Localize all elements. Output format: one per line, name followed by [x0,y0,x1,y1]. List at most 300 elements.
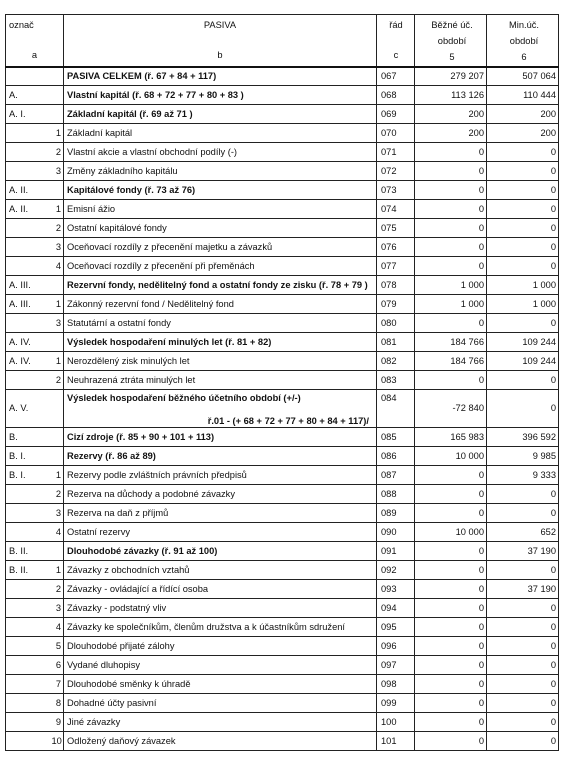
row-number: 2 [52,371,64,390]
row-designation [6,580,52,599]
row-label-cell [64,580,377,599]
row-designation: A. IV. [6,352,52,371]
row-value-previous: 0 [487,675,559,694]
header-col-v6-line2: období [509,36,539,46]
row-number [52,86,64,105]
row-number: 2 [52,143,64,162]
header-col-v5 [415,15,487,67]
row-label: Rezervní fondy, nedělitelný fond a ostatní fondy ze zisku [67,279,317,290]
row-formula: (ř. 68 + 72 + 77 + 80 + 83 ) [132,89,244,100]
row-value-previous: 0 [487,694,559,713]
row-value-current: 10 000 [415,447,487,466]
row-value-previous: 110 444 [487,86,559,105]
row-value-previous: 200 [487,105,559,124]
row-value-previous: 37 190 [487,580,559,599]
row-label: Odložený daňový závazek [67,735,176,746]
row-label-cell [64,200,377,219]
row-value-current: 165 983 [415,428,487,447]
row-label: Rezervy podle zvláštních právních předpisů [67,469,247,480]
row-number: 3 [52,238,64,257]
row-value-current: 10 000 [415,523,487,542]
row-designation: A. IV. [6,333,52,352]
row-label-cell [64,428,377,447]
row-number: 3 [52,599,64,618]
row-code: 074 [377,200,415,219]
row-label-cell [64,238,377,257]
row-value-current: 184 766 [415,352,487,371]
row-label-cell [64,504,377,523]
row-designation [6,485,52,504]
header-col-v6-line1: Min.úč. [509,20,539,30]
row-value-current: 0 [415,637,487,656]
row-label-cell [64,390,377,428]
row-label-cell [64,447,377,466]
row-value-previous: 0 [487,143,559,162]
row-label: Rezerva na důchody a podobné závazky [67,488,235,499]
table-row [6,238,559,257]
row-value-previous: 0 [487,637,559,656]
row-designation [6,637,52,656]
row-code: 078 [377,276,415,295]
row-code: 087 [377,466,415,485]
row-number [52,542,64,561]
row-label: Závazky - ovládající a řídící osoba [67,583,209,594]
row-label: PASIVA CELKEM [67,70,142,81]
header-col-rad-label: řád [389,20,403,30]
row-value-current: 0 [415,732,487,751]
row-value-current: 0 [415,561,487,580]
row-designation: A. II. [6,200,52,219]
row-label-cell [64,352,377,371]
row-number: 4 [52,257,64,276]
row-value-previous: 0 [487,732,559,751]
row-label: Závazky z obchodních vztahů [67,564,190,575]
table-row [6,485,559,504]
row-code: 097 [377,656,415,675]
balance-sheet [5,14,559,751]
row-designation: B. II. [6,561,52,580]
row-designation [6,599,52,618]
row-label: Rezervy [67,450,103,461]
header-col-v5-line2: období [437,36,467,46]
row-label-cell [64,371,377,390]
row-number [52,390,64,428]
row-label-cell [64,314,377,333]
row-code: 094 [377,599,415,618]
row-value-current: 0 [415,466,487,485]
row-code: 092 [377,561,415,580]
row-formula: (ř. 67 + 84 + 117) [144,70,217,81]
row-label: Neuhrazená ztráta minulých let [67,374,196,385]
table-row [6,390,559,428]
row-value-current: -72 840 [415,390,487,428]
row-code: 088 [377,485,415,504]
row-number: 1 [52,124,64,143]
table-row [6,219,559,238]
row-formula: (ř. 73 až 76) [144,184,196,195]
row-designation [6,162,52,181]
row-value-current: 279 207 [415,67,487,86]
row-number: 1 [52,561,64,580]
row-designation [6,371,52,390]
header-col-rad [377,15,415,67]
row-code: 081 [377,333,415,352]
table-row [6,295,559,314]
row-code: 079 [377,295,415,314]
row-label-cell [64,637,377,656]
row-designation: B. [6,428,52,447]
row-value-previous: 0 [487,219,559,238]
row-value-current: 0 [415,371,487,390]
header-row [6,15,559,67]
row-value-current: 1 000 [415,295,487,314]
row-formula: (ř. 69 až 71 ) [139,108,193,119]
row-value-previous: 0 [487,485,559,504]
row-value-previous: 0 [487,200,559,219]
row-designation [6,67,52,86]
row-formula: (ř. 81 + 82) [225,336,272,347]
row-value-previous: 0 [487,713,559,732]
row-code: 084 [377,390,415,428]
header-col-a-label: označ [9,20,34,30]
row-label-cell [64,599,377,618]
row-value-current: 0 [415,143,487,162]
row-value-current: 0 [415,599,487,618]
row-designation [6,618,52,637]
row-number: 2 [52,580,64,599]
row-value-previous: 1 000 [487,276,559,295]
header-col-rad-sub: c [393,50,399,60]
row-code: 083 [377,371,415,390]
row-label: Ostatní kapitálové fondy [67,222,167,233]
row-value-previous: 396 592 [487,428,559,447]
row-code: 086 [377,447,415,466]
table-row [6,162,559,181]
row-designation [6,238,52,257]
row-number: 7 [52,675,64,694]
row-code: 071 [377,143,415,162]
row-code: 067 [377,67,415,86]
row-label-cell [64,67,377,86]
row-value-current: 0 [415,219,487,238]
table-row [6,86,559,105]
row-value-previous: 507 064 [487,67,559,86]
row-label-cell [64,542,377,561]
table-row [6,314,559,333]
table-row [6,200,559,219]
table-row [6,504,559,523]
row-value-current: 0 [415,504,487,523]
row-value-previous: 0 [487,618,559,637]
row-designation [6,143,52,162]
row-label-cell [64,257,377,276]
header-col-a [6,15,64,67]
row-number: 1 [52,466,64,485]
row-number: 3 [52,314,64,333]
row-label-cell [64,656,377,675]
row-label: Dlouhodobé přijaté zálohy [67,640,175,651]
row-code: 080 [377,314,415,333]
table-row [6,675,559,694]
row-label-cell [64,694,377,713]
row-value-previous: 200 [487,124,559,143]
row-label-cell [64,276,377,295]
row-value-current: 200 [415,124,487,143]
row-designation [6,523,52,542]
header-col-v6 [487,15,559,67]
row-label: Dlouhodobé směnky k úhradě [67,678,191,689]
row-number: 3 [52,504,64,523]
table-row [6,466,559,485]
row-label-cell [64,561,377,580]
row-code: 090 [377,523,415,542]
row-number: 8 [52,694,64,713]
row-code: 075 [377,219,415,238]
row-code: 089 [377,504,415,523]
row-code: 101 [377,732,415,751]
row-label: Závazky ke společníkům, členům družstva a k účastníkům sdružení [67,621,345,632]
row-number: 1 [52,200,64,219]
row-number [52,333,64,352]
table-row [6,599,559,618]
table-row [6,352,559,371]
row-label: Nerozdělený zisk minulých let [67,355,190,366]
row-designation: A. II. [6,181,52,200]
row-value-previous: 0 [487,390,559,428]
row-code: 095 [377,618,415,637]
row-label: Kapitálové fondy [67,184,142,195]
row-code: 096 [377,637,415,656]
row-value-current: 0 [415,162,487,181]
row-value-current: 0 [415,656,487,675]
row-code: 076 [377,238,415,257]
row-value-previous: 0 [487,162,559,181]
row-value-current: 0 [415,580,487,599]
row-code: 069 [377,105,415,124]
table-row [6,257,559,276]
row-value-current: 0 [415,314,487,333]
row-value-current: 0 [415,181,487,200]
row-label-cell [64,105,377,124]
row-number: 9 [52,713,64,732]
row-value-current: 0 [415,618,487,637]
row-code: 068 [377,86,415,105]
row-number [52,105,64,124]
row-label-cell [64,523,377,542]
row-label: Zákonný rezervní fond / Nedělitelný fond [67,298,234,309]
row-value-current: 1 000 [415,276,487,295]
row-number: 6 [52,656,64,675]
row-code: 098 [377,675,415,694]
row-label-cell [64,675,377,694]
row-label: Výsledek hospodaření minulých let [67,336,223,347]
liabilities-table [5,14,559,751]
row-code: 099 [377,694,415,713]
row-designation [6,694,52,713]
row-designation [6,713,52,732]
table-row [6,447,559,466]
row-label-cell [64,713,377,732]
row-label-cell [64,333,377,352]
row-value-previous: 109 244 [487,333,559,352]
row-value-previous: 0 [487,656,559,675]
table-row [6,181,559,200]
header-col-v5-sub: 5 [449,52,455,62]
row-label-cell [64,219,377,238]
row-value-previous: 37 190 [487,542,559,561]
row-value-previous: 9 985 [487,447,559,466]
row-number: 10 [52,732,64,751]
row-code: 082 [377,352,415,371]
header-col-v5-line1: Běžné úč. [431,20,473,30]
row-label: Ostatní rezervy [67,526,131,537]
row-number: 3 [52,162,64,181]
header-col-b-label: PASIVA [203,20,237,30]
row-designation [6,124,52,143]
row-value-current: 200 [415,105,487,124]
row-designation: B. I. [6,466,52,485]
row-formula: (ř. 85 + 90 + 101 + 113) [116,431,215,442]
row-value-current: 113 126 [415,86,487,105]
row-designation: A. V. [6,390,52,428]
row-designation [6,656,52,675]
row-label-cell [64,732,377,751]
row-value-previous: 0 [487,371,559,390]
row-designation [6,314,52,333]
row-number: 1 [52,352,64,371]
row-value-previous: 0 [487,561,559,580]
row-label: Dohadné účty pasivní [67,697,157,708]
table-row [6,713,559,732]
row-label: Oceňovací rozdíly z přecenění majetku a závazků [67,241,273,252]
table-row [6,656,559,675]
row-code: 077 [377,257,415,276]
table-row [6,276,559,295]
row-value-previous: 0 [487,599,559,618]
row-label: Vlastní kapitál [67,89,130,100]
row-number [52,67,64,86]
table-row [6,561,559,580]
row-designation: B. II. [6,542,52,561]
row-designation: A. III. [6,295,52,314]
row-value-current: 0 [415,713,487,732]
row-formula: (ř. 86 až 89) [105,450,156,461]
row-label-cell [64,162,377,181]
row-label: Rezerva na daň z příjmů [67,507,169,518]
table-row [6,523,559,542]
row-designation: B. I. [6,447,52,466]
row-value-current: 184 766 [415,333,487,352]
row-label: Vydané dluhopisy [67,659,141,670]
row-code: 073 [377,181,415,200]
row-value-previous: 109 244 [487,352,559,371]
row-label-cell [64,485,377,504]
row-value-previous: 9 333 [487,466,559,485]
table-row [6,67,559,86]
row-designation: A. I. [6,105,52,124]
row-number: 2 [52,485,64,504]
header-col-b [64,15,377,67]
row-designation [6,257,52,276]
row-designation [6,219,52,238]
row-designation [6,504,52,523]
row-designation: A. [6,86,52,105]
row-label: Závazky - podstatný vliv [67,602,167,613]
row-number: 4 [52,618,64,637]
table-row [6,542,559,561]
table-row [6,105,559,124]
row-label: Změny základního kapitálu [67,165,178,176]
row-label-cell [64,86,377,105]
row-number: 1 [52,295,64,314]
table-row [6,371,559,390]
table-row [6,694,559,713]
row-designation [6,675,52,694]
row-number [52,181,64,200]
row-label-cell [64,466,377,485]
row-code: 070 [377,124,415,143]
table-row [6,618,559,637]
row-number [52,276,64,295]
row-code: 100 [377,713,415,732]
row-label: Výsledek hospodaření běžného účetního období (+/-) [67,393,301,403]
row-label-cell [64,618,377,637]
row-code: 072 [377,162,415,181]
table-row [6,333,559,352]
row-label: Jiné závazky [67,716,121,727]
row-label: Základní kapitál [67,108,137,119]
row-label-cell [64,124,377,143]
row-number: 5 [52,637,64,656]
row-label-cell [64,295,377,314]
row-designation: A. III. [6,276,52,295]
row-value-current: 0 [415,694,487,713]
row-value-current: 0 [415,485,487,504]
table-row [6,143,559,162]
row-formula: (ř. 78 + 79 ) [318,279,368,290]
row-value-previous: 0 [487,181,559,200]
row-value-previous: 0 [487,257,559,276]
table-row [6,124,559,143]
header-col-v6-sub: 6 [521,52,527,62]
row-label: Cizí zdroje [67,431,114,442]
table-row [6,732,559,751]
table-row [6,580,559,599]
row-code: 093 [377,580,415,599]
table-row [6,637,559,656]
row-code: 091 [377,542,415,561]
header-col-b-sub: b [217,50,223,60]
row-label: Dlouhodobé závazky [67,545,159,556]
row-label: Oceňovací rozdíly z přecenění při přeměnách [67,260,255,271]
row-code: 085 [377,428,415,447]
row-value-current: 0 [415,257,487,276]
row-value-previous: 652 [487,523,559,542]
row-value-previous: 0 [487,504,559,523]
row-number: 2 [52,219,64,238]
row-formula: (ř. 91 až 100) [161,545,218,556]
table-row [6,428,559,447]
row-value-current: 0 [415,542,487,561]
row-formula-line2: ř.01 - (+ 68 + 72 + 77 + 80 + 84 + 117)/ [207,416,369,426]
row-value-current: 0 [415,238,487,257]
row-label: Základní kapitál [67,127,133,138]
row-label-cell [64,143,377,162]
row-label: Statutární a ostatní fondy [67,317,171,328]
row-number [52,428,64,447]
row-number: 4 [52,523,64,542]
row-value-current: 0 [415,200,487,219]
